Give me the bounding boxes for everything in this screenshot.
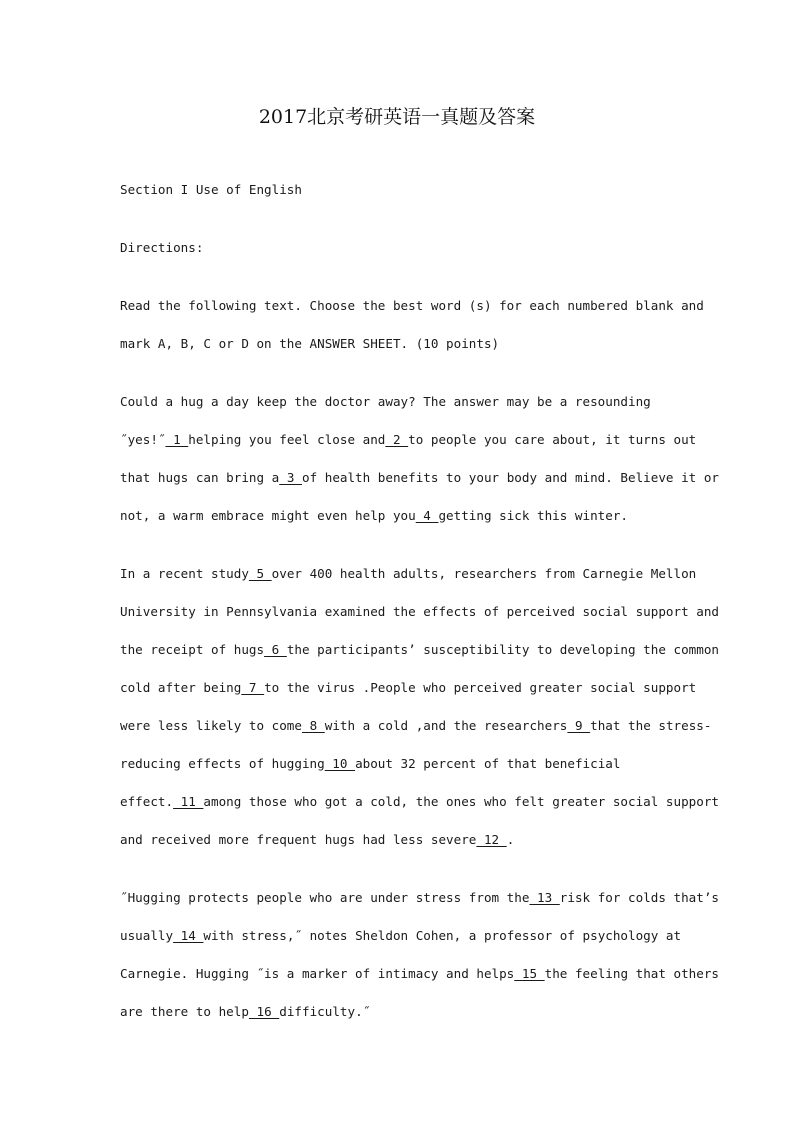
passage-line — [120, 1002, 680, 1022]
passage-text: difficulty.˝ — [279, 1004, 371, 1019]
passage-line — [120, 716, 712, 736]
passage-text: helping you feel close and — [188, 432, 386, 447]
numbered-blank: 13 — [529, 890, 560, 905]
passage-text: getting sick this winter. — [438, 508, 629, 523]
passage-text: with stress,˝ notes Sheldon Cohen, a professor of psychology at — [203, 928, 682, 943]
passage-line — [120, 640, 719, 660]
passage-text: to people you care about, it turns out — [408, 432, 697, 447]
numbered-blank: 16 — [248, 1004, 280, 1019]
passage-line — [120, 430, 697, 450]
passage-line — [120, 754, 680, 774]
passage-text: . — [506, 832, 515, 847]
passage-line — [120, 602, 719, 622]
passage-text: not, a warm embrace might even help you — [120, 508, 416, 523]
page-title: 2017北京考研英语一真题及答案 — [258, 106, 536, 128]
numbered-blank: 12 — [476, 832, 507, 847]
numbered-blank: 2 — [385, 432, 409, 447]
passage-text: Carnegie. Hugging ˝is a marker of intimacy and helps — [120, 966, 515, 981]
passage-text: that the stress- — [590, 718, 712, 733]
passage-text: usually — [120, 928, 174, 943]
passage-text: the receipt of hugs — [120, 642, 265, 657]
passage-line — [120, 392, 680, 412]
passage-text: ˝Hugging protects people who are under stress from the — [120, 890, 530, 905]
directions-label: Directions: — [120, 240, 204, 255]
passage-text: with a cold ,and the researchers — [324, 718, 568, 733]
numbered-blank: 9 — [567, 718, 591, 733]
section-heading: Section I Use of English — [120, 182, 302, 197]
passage-text: and received more frequent hugs had less severe — [120, 832, 477, 847]
passage-text: about 32 percent of that beneficial — [355, 756, 621, 771]
passage-line — [120, 564, 697, 584]
numbered-blank: 14 — [173, 928, 204, 943]
passage-line — [120, 792, 720, 812]
passage-text: to the virus .People who perceived greater social support — [264, 680, 697, 695]
passage-text: University in Pennsylvania examined the effects of perceived social support and — [120, 604, 719, 619]
passage-text: In a recent study — [120, 566, 249, 581]
numbered-blank: 15 — [514, 966, 545, 981]
passage-text: the participants’ susceptibility to developing the common — [286, 642, 719, 657]
passage-line — [120, 678, 697, 698]
passage-line — [120, 830, 680, 850]
passage-text: Could a hug a day keep the doctor away? The answer may be a resounding — [120, 394, 651, 409]
passage-text: the feeling that others — [544, 966, 720, 981]
passage-line — [120, 926, 680, 946]
passage-text: effect. — [120, 794, 174, 809]
directions-line: Read the following text. Choose the best word (s) for each numbered blank and — [120, 298, 704, 313]
passage-line — [120, 506, 680, 526]
passage-line — [120, 888, 720, 908]
passage-text: are there to help — [120, 1004, 249, 1019]
passage-line — [120, 964, 720, 984]
numbered-blank: 10 — [324, 756, 356, 771]
numbered-blank: 3 — [279, 470, 302, 485]
passage-text: ˝yes!˝ — [120, 432, 166, 447]
passage-text: cold after being — [120, 680, 242, 695]
passage-text: risk for colds that’s — [559, 890, 720, 905]
numbered-blank: 5 — [248, 566, 272, 581]
passage-line — [120, 468, 719, 488]
numbered-blank: 11 — [173, 794, 204, 809]
passage-text: among those who got a cold, the ones who felt greater social support — [203, 794, 720, 809]
numbered-blank: 7 — [241, 680, 265, 695]
passage-text: reducing effects of hugging — [120, 756, 325, 771]
passage-text: over 400 health adults, researchers from Carnegie Mellon — [271, 566, 697, 581]
numbered-blank: 4 — [415, 508, 439, 523]
numbered-blank: 6 — [264, 642, 287, 657]
directions-line: mark A, B, C or D on the ANSWER SHEET. (10 points) — [120, 336, 500, 351]
numbered-blank: 1 — [165, 432, 189, 447]
passage-text: were less likely to come — [120, 718, 302, 733]
numbered-blank: 8 — [301, 718, 325, 733]
passage-text: that hugs can bring a — [120, 470, 280, 485]
passage-text: of health benefits to your body and mind. Believe it or — [301, 470, 719, 485]
